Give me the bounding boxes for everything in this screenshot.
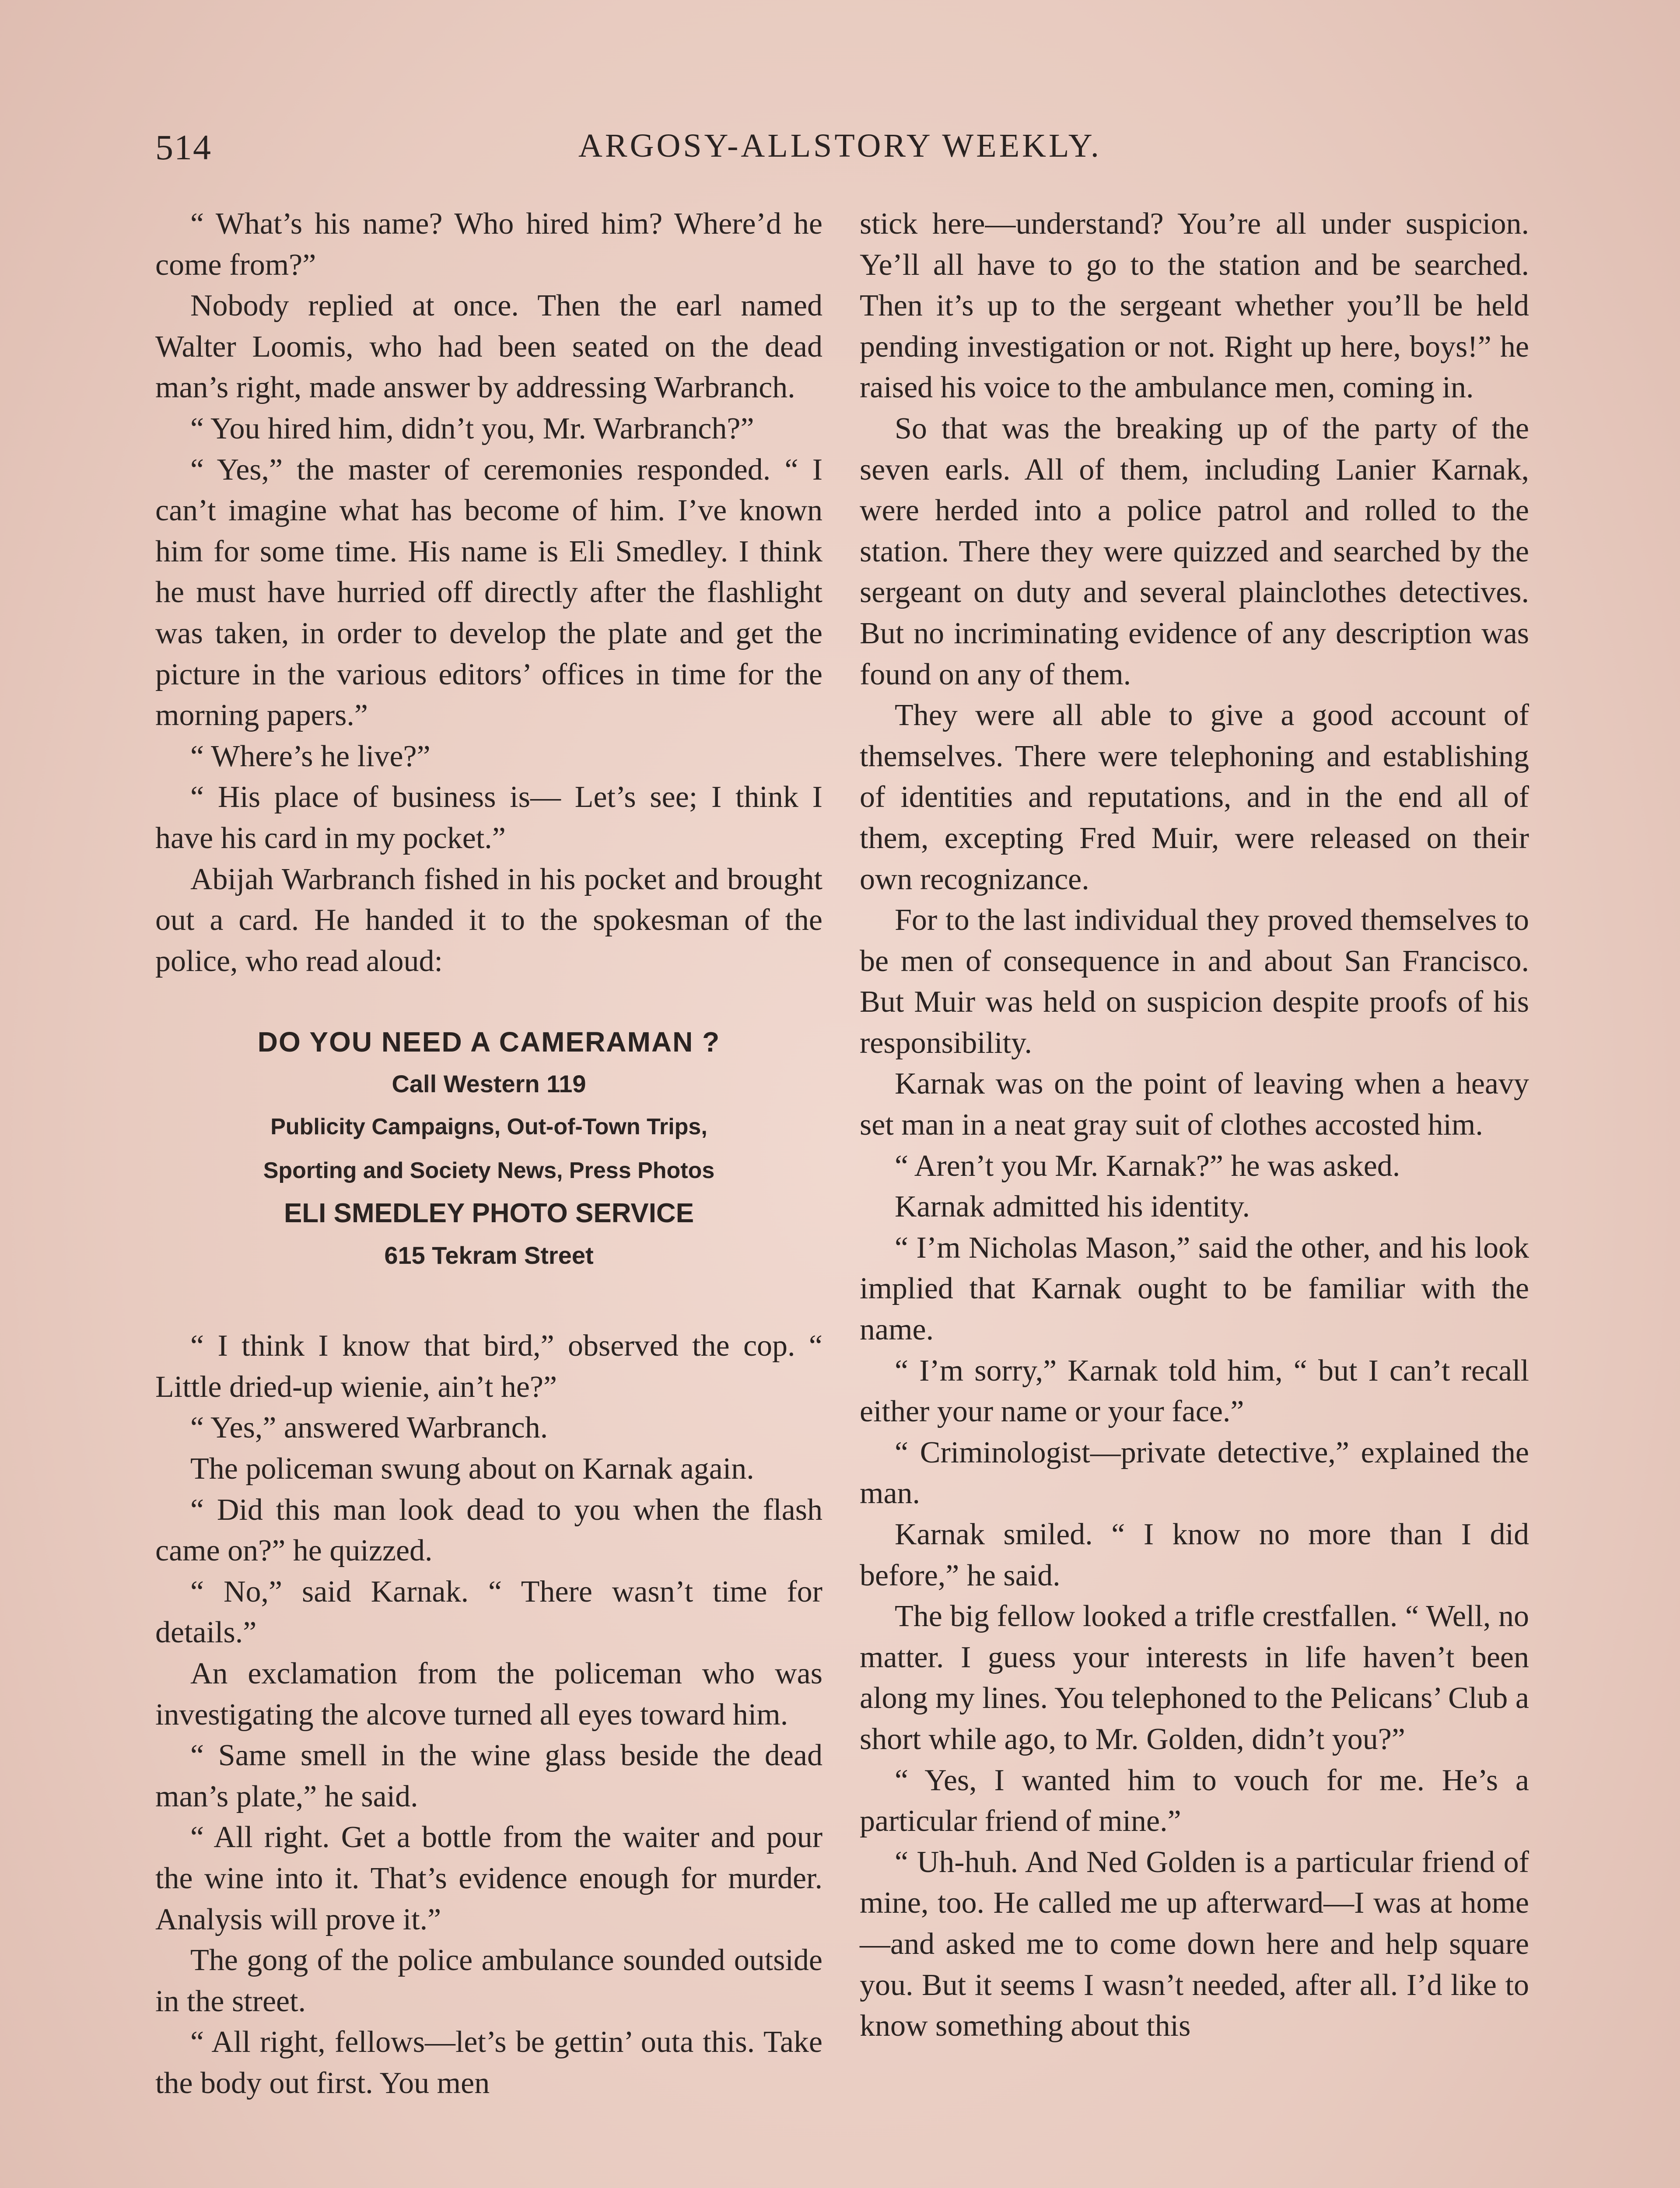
paragraph: “ Uh-huh. And Ned Golden is a particular friend of mine, too. He called me up afterward—I was at home—and asked me to come down here and help square you. But it seems I wasn’t needed, after all. I’d like to know something about this — [860, 1845, 1529, 2043]
paragraph: An exclamation from the policeman who was investigating the alcove turned all eyes toward him. — [155, 1657, 822, 1732]
paragraph: The big fellow looked a trifle crestfallen. “ Well, no matter. I guess your interests in life haven’t been along my lines. You telephoned to the Pelicans’ Club a short while ago, to Mr. Golden, didn’t you?” — [860, 1599, 1529, 1756]
paragraph: “ I’m sorry,” Karnak told him, “ but I can’t recall either your name or your face.” — [860, 1353, 1529, 1429]
paragraph: “ Did this man look dead to you when the flash came on?” he quizzed. — [155, 1493, 822, 1568]
paragraph: “ I’m Nicholas Mason,” said the other, and his look implied that Karnak ought to be familiar with the name. — [860, 1231, 1529, 1347]
paragraph: “ All right. Get a bottle from the waiter and pour the wine into it. That’s evidence enough for murder. Analysis will prove it.” — [155, 1820, 822, 1936]
paragraph: “ All right, fellows—let’s be gettin’ outa this. Take the body out first. You men — [155, 2025, 822, 2100]
paragraph: “ Criminologist—private detective,” explained the man. — [860, 1435, 1529, 1511]
paragraph: “ Yes,” the master of ceremonies responded. “ I can’t imagine what has become of him. I’ve known him for some time. His name is Eli Smedley. I think he must have hurried off directly after the flashlight was taken, in order to develop the plate and get the picture in the various editors’ offices in time for the morning papers.” — [155, 452, 822, 733]
paragraph: “ You hired him, didn’t you, Mr. Warbranch?” — [190, 411, 754, 445]
paragraph: “ Aren’t you Mr. Karnak?” he was asked. — [895, 1149, 1400, 1183]
card-address: 615 Tekram Street — [384, 1241, 594, 1269]
business-card — [155, 982, 822, 1325]
card-phone: Call Western 119 — [392, 1070, 586, 1098]
paragraph: So that was the breaking up of the party of the seven earls. All of them, including Lanier Karnak, were herded into a police patrol and rolled to the station. There they were quizzed and searched by the sergeant on duty and several plainclothes detectives. But no incriminating evidence of any description was found on any of them. — [860, 411, 1529, 691]
paragraph: For to the last individual they proved themselves to be men of consequence in and about San Francisco. But Muir was held on suspicion despite proofs of his responsibility. — [860, 903, 1529, 1060]
paragraph: “ Same smell in the wine glass beside the dead man’s plate,” he said. — [155, 1739, 822, 1813]
paragraph: Nobody replied at once. Then the earl named Walter Loomis, who had been seated on the dead man’s right, made answer by addressing Warbranch. — [155, 289, 822, 405]
paragraph: “ No,” said Karnak. “ There wasn’t time for details.” — [155, 1574, 822, 1650]
left-column — [155, 203, 822, 2104]
card-headline: DO YOU NEED A CAMERAMAN ? — [257, 1026, 721, 1058]
paragraph: “ Yes, I wanted him to vouch for me. He’s a particular friend of mine.” — [860, 1763, 1529, 1838]
paragraph: Abijah Warbranch fished in his pocket and brought out a card. He handed it to the spokesman of the police, who read aloud: — [155, 862, 822, 978]
paragraph: “ His place of business is— Let’s see; I think I have his card in my pocket.” — [155, 780, 822, 855]
paragraph: They were all able to give a good account of themselves. There were telephoning and establishing of identities and reputations, and in the end all of them, excepting Fred Muir, were released on their own recognizance. — [860, 698, 1529, 896]
paragraph: The gong of the police ambulance sounded outside in the street. — [155, 1943, 822, 2018]
paragraph: “ Where’s he live?” — [190, 739, 430, 773]
paragraph-continued: stick here—understand? You’re all under suspicion. Ye’ll all have to go to the station and be searched. Then it’s up to the sergeant whether you’ll be held pending investigation or not. Right up here, boys!” he raised his voice to the ambulance men, coming in. — [860, 207, 1529, 405]
paragraph: Karnak admitted his identity. — [895, 1190, 1250, 1224]
paragraph: The policeman swung about on Karnak again. — [190, 1452, 754, 1486]
card-services-line: Publicity Campaigns, Out-of-Town Trips, — [270, 1114, 707, 1140]
paragraph: Karnak smiled. “ I know no more than I did before,” he said. — [860, 1518, 1529, 1592]
card-services-line: Sporting and Society News, Press Photos — [263, 1158, 715, 1184]
paragraph: “ I think I know that bird,” observed the cop. “ Little dried-up wienie, ain’t he?” — [155, 1329, 822, 1404]
paragraph: Karnak was on the point of leaving when a heavy set man in a neat gray suit of clothes accosted him. — [860, 1067, 1529, 1142]
paragraph: “ What’s his name? Who hired him? Where’d he come from?” — [155, 207, 822, 282]
card-business-name: ELI SMEDLEY PHOTO SERVICE — [284, 1198, 694, 1229]
page-number: 514 — [155, 127, 212, 167]
running-title: ARGOSY-ALLSTORY WEEKLY. — [578, 127, 1102, 164]
right-column — [860, 203, 1529, 2047]
page-header — [155, 127, 1525, 175]
paragraph: “ Yes,” answered Warbranch. — [190, 1411, 548, 1445]
